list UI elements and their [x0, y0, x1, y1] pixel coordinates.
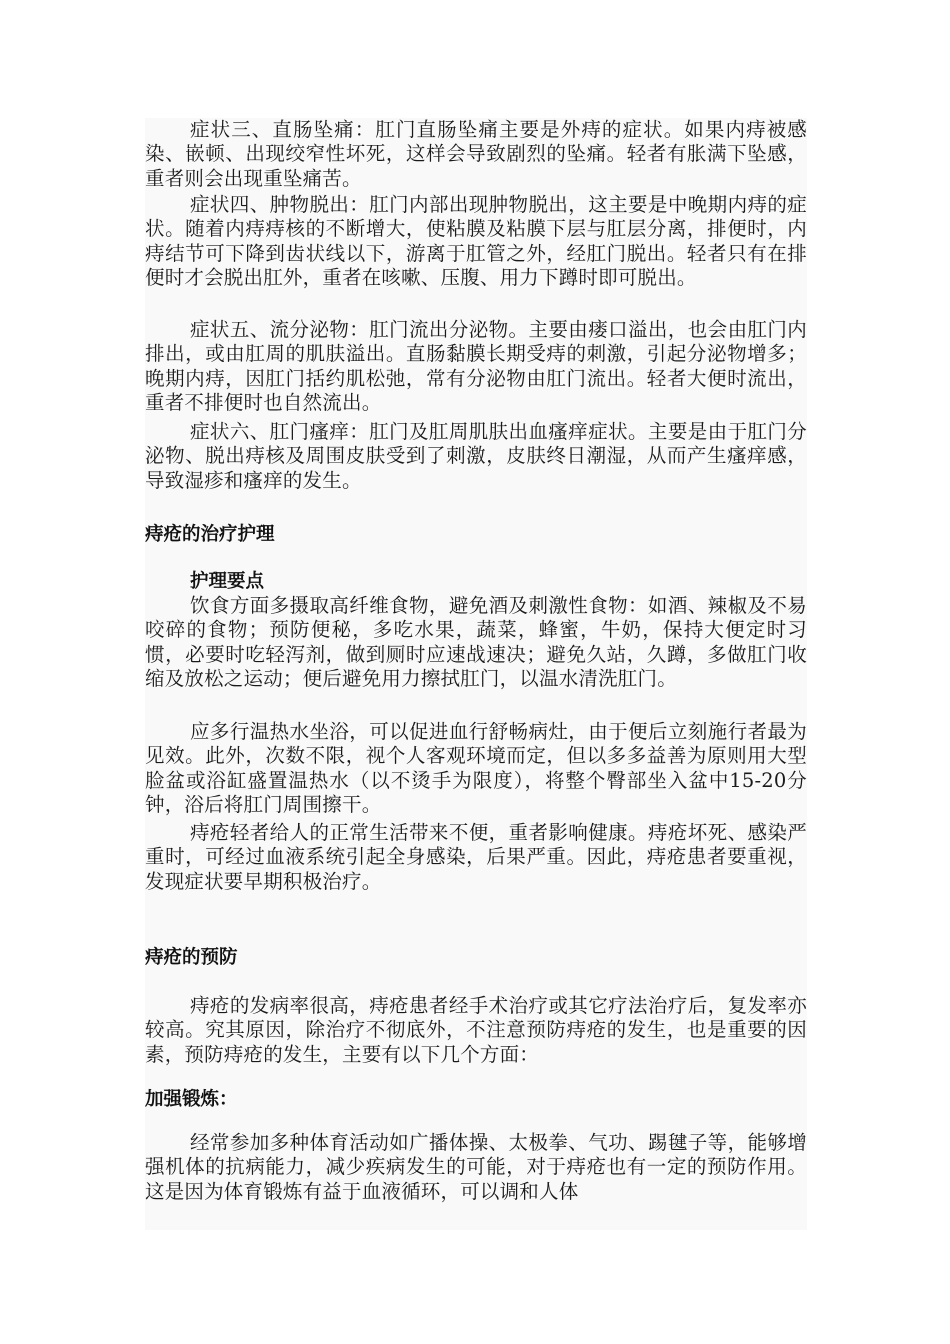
diet-paragraph: 饮食方面多摄取高纤维食物，避免酒及刺激性食物：如酒、辣椒及不易咬碎的食物；预防便秘，多吃水果，蔬菜，蜂蜜，牛奶，保持大便定时习惯，必要时吃轻泻剂，做到厕时应速战速决；避免久站，久蹲，多做肛门收缩及放松之运动；便后避免用力擦拭肛门，以温水清洗肛门。	[145, 594, 807, 691]
symptom-6-paragraph: 症状六、肛门瘙痒：肛门及肛周肌肤出血瘙痒症状。主要是由于肛门分泌物、脱出痔核及周围皮肤受到了刺激，皮肤终日潮湿，从而产生瘙痒感，导致湿疹和瘙痒的发生。	[145, 420, 807, 492]
care-points-heading: 护理要点	[190, 571, 265, 592]
document-page	[145, 118, 807, 1230]
prevention-intro-paragraph: 痔疮的发病率很高，痔疮患者经手术治疗或其它疗法治疗后，复发率亦较高。究其原因，除治疗不彻底外，不注意预防痔疮的发生，也是重要的因素，预防痔疮的发生，主要有以下几个方面：	[145, 994, 807, 1066]
exercise-heading: 加强锻炼：	[145, 1089, 238, 1110]
prevention-heading: 痔疮的预防	[145, 947, 238, 968]
treatment-heading: 痔疮的治疗护理	[145, 524, 275, 545]
exercise-paragraph: 经常参加多种体育活动如广播体操、太极拳、气功、踢毽子等，能够增强机体的抗病能力，减少疾病发生的可能，对于痔疮也有一定的预防作用。这是因为体育锻炼有益于血液循环，可以调和人体	[145, 1131, 807, 1203]
symptom-4-paragraph: 症状四、肿物脱出：肛门内部出现肿物脱出，这主要是中晚期内痔的症状。随着内痔痔核的不断增大，使粘膜及粘膜下层与肛层分离，排便时，内痔结节可下降到齿状线以下，游离于肛管之外，经肛门脱出。轻者只有在排便时才会脱出肛外，重者在咳嗽、压腹、用力下蹲时即可脱出。	[145, 193, 807, 290]
sitz-bath-paragraph: 应多行温热水坐浴，可以促进血行舒畅病灶，由于便后立刻施行者最为见效。此外，次数不限，视个人客观环境而定，但以多多益善为原则用大型脸盆或浴缸盛置温热水（以不烫手为限度），将整个臀部坐入盆中15-20分钟，浴后将肛门周围擦干。	[145, 720, 807, 817]
health-warning-paragraph: 痔疮轻者给人的正常生活带来不便，重者影响健康。痔疮坏死、感染严重时，可经过血液系统引起全身感染，后果严重。因此，痔疮患者要重视，发现症状要早期积极治疗。	[145, 821, 807, 893]
symptom-5-paragraph: 症状五、流分泌物：肛门流出分泌物。主要由瘘口溢出，也会由肛门内排出，或由肛周的肌肤溢出。直肠黏膜长期受痔的刺激，引起分泌物增多；晚期内痔，因肛门括约肌松弛，常有分泌物由肛门流出。轻者大便时流出，重者不排便时也自然流出。	[145, 318, 807, 415]
symptom-3-paragraph: 症状三、直肠坠痛：肛门直肠坠痛主要是外痔的症状。如果内痔被感染、嵌顿、出现绞窄性坏死，这样会导致剧烈的坠痛。轻者有胀满下坠感，重者则会出现重坠痛苦。	[145, 118, 807, 190]
